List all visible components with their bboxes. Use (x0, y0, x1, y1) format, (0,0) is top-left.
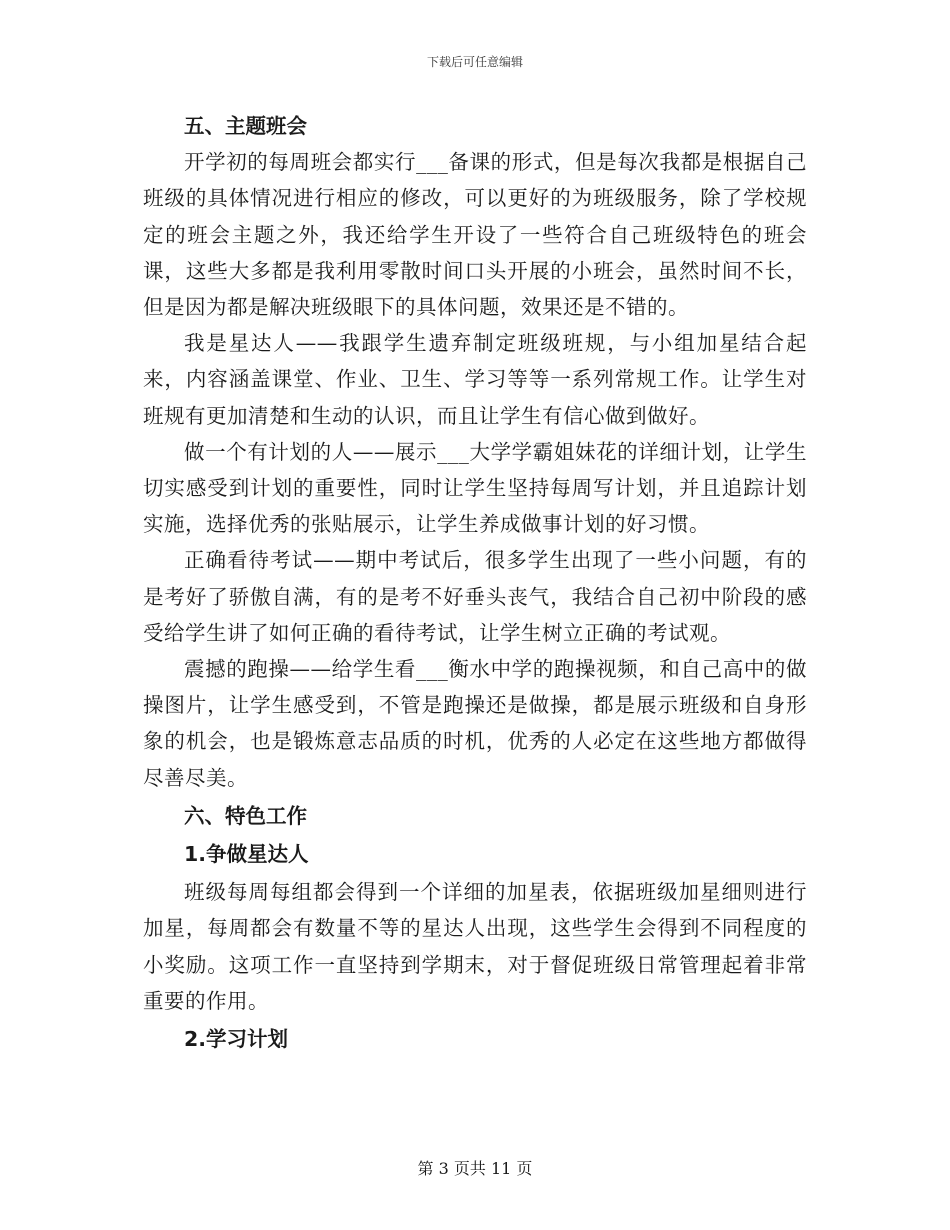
paragraph-running-exercise: 震撼的跑操——给学生看___衡水中学的跑操视频，和自己高中的做操图片，让学生感受到，不管是跑操还是做操，都是展示班级和自身形象的机会，也是锻炼意志品质的时机，优秀的人必定在这些地方都做得尽善尽美。 (143, 657, 807, 790)
page-header: 下载后可任意编辑 (426, 55, 523, 69)
section-title-6: 六、特色工作 (184, 803, 307, 828)
paragraph-planning: 做一个有计划的人——展示___大学学霸姐妹花的详细计划，让学生切实感受到计划的重要性，同时让学生坚持每周写计划，并且追踪计划实施，选择优秀的张贴展示，让学生养成做事计划的好习惯。 (143, 439, 807, 537)
paragraph-star-person: 我是星达人——我跟学生遗弃制定班级班规，与小组加星结合起来，内容涵盖课堂、作业、卫生、学习等等一系列常规工作。让学生对班规有更加清楚和生动的认识，而且让学生有信心做到做好。 (143, 331, 807, 428)
paragraph-class-meeting: 开学初的每周班会都实行___备课的形式，但是每次我都是根据自己班级的具体情况进行相应的修改，可以更好的为班级服务，除了学校规定的班会主题之外，我还给学生开设了一些符合自己班级特色的班会课，这些大多都是我利用零散时间口头开展的小班会，虽然时间不长，但是因为都是解决班级眼下的具体问题，效果还是不错的。 (143, 150, 807, 320)
paragraph-star-award: 班级每周每组都会得到一个详细的加星表，依据班级加星细则进行加星，每周都会有数量不等的星达人出现，这些学生会得到不同程度的小奖励。这项工作一直坚持到学期末，对于督促班级日常管理起着非常重要的作用。 (143, 880, 807, 1013)
page-footer: 第 3 页共 11 页 (417, 1159, 533, 1178)
subsection-title-6-2: 2.学习计划 (184, 1027, 289, 1052)
document-body (143, 108, 807, 1059)
paragraph-exams: 正确看待考试——期中考试后，很多学生出现了一些小问题，有的是考好了骄傲自满，有的是考不好垂头丧气，我结合自己初中阶段的感受给学生讲了如何正确的看待考试，让学生树立正确的考试观。 (143, 548, 807, 645)
subsection-title-6-1: 1.争做星达人 (184, 842, 309, 867)
section-title-5: 五、主题班会 (184, 114, 307, 138)
